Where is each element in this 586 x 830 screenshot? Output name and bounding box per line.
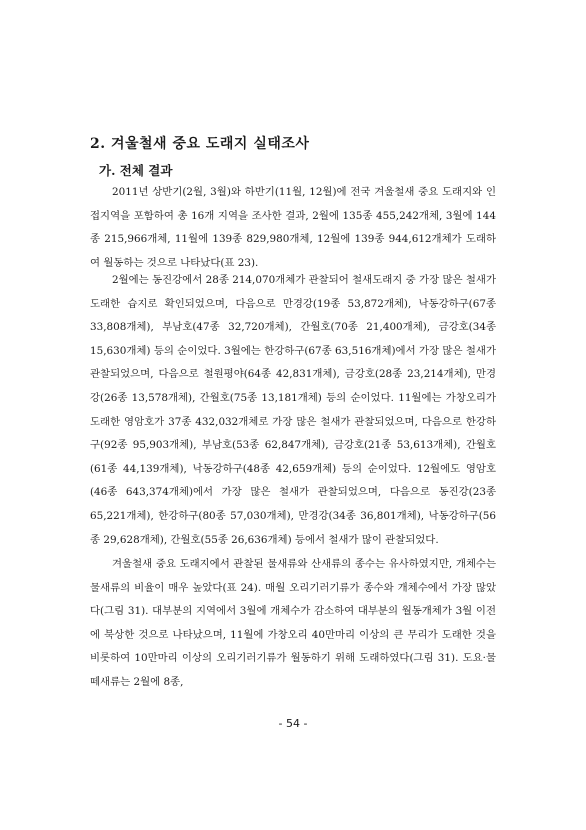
paragraph-monthly-sites: 2월에는 동진강에서 28종 214,070개체가 관찰되어 철새도래지 중 가장 많은 철새가 도래한 습지로 확인되었으며, 다음으로 만경강(19종 53,872개체), 낙동강하구(67종 33,808개체), 부남호(47종 32,720개체), 간월호(70종 21,400개체), 금강호(34종 15,630개체) 등의 순이었다. 3월에는 한강하구(67종 63,516개체)에서 가장 많은 철새가 관찰되었으며, 다음으로 철원평야(64종 42,831개체), 금강호(28종 23,214개체), 만경강(26종 13,578개체), 간월호(75종 13,181개체) 등의 순이었다. 11월에는 가창오리가 도래한 영암호가 37종 432,032개체로 가장 많은 철새가 관찰되었으며, 다음으로 한강하구(92종 95,903개체), 부남호(53종 62,847개체), 금강호(21종 53,613개체), 간월호(61종 44,139개체), 낙동강하구(48종 42,659개체) 등의 순이었다. 12월에도 영암호(46종 643,374개체)에서 가장 많은 철새가 관찰되었으며, 다음으로 동진강(23종 65,221개체), 한강하구(80종 57,030개체), 만경강(34종 36,801개체), 낙동강하구(56종 29,628개체), 간월호(55종 26,636개체) 등에서 철새가 많이 관찰되었다. (90, 274, 496, 546)
paragraph-survey-summary: 2011년 상반기(2월, 3월)와 하반기(11월, 12월)에 전국 겨울철새 중요 도래지와 인접지역을 포함하여 총 16개 지역을 조사한 결과, 2월에 135종 455,242개체, 3월에 144종 215,966개체, 11월에 139종 829,980개체, 12월에 139종 944,612개체가 도래하여 월동하는 것으로 나타났다(표 23). (90, 186, 496, 269)
page-number: - 54 - (278, 717, 308, 730)
section-title: 2. 겨울철새 중요 도래지 실태조사 (90, 136, 310, 152)
paragraph-species-groups: 겨울철새 중요 도래지에서 관찰된 물새류와 산새류의 종수는 유사하였지만, 개체수는 물새류의 비율이 매우 높았다(표 24). 매월 오리기러기류가 종수와 개체수에서 가장 많았다(그림 31). 대부분의 지역에서 3월에 개체수가 감소하여 대부분의 월동개체가 3월 이전에 북상한 것으로 나타났으며, 11월에 가창오리 40만마리 이상의 큰 무리가 도래한 것을 비롯하여 10만마리 이상의 오리기러기류가 월동하기 위해 도래하였다(그림 31). 도요·물떼새류는 2월에 8종, (90, 558, 496, 688)
subsection-title: 가. 전체 결과 (99, 163, 173, 178)
